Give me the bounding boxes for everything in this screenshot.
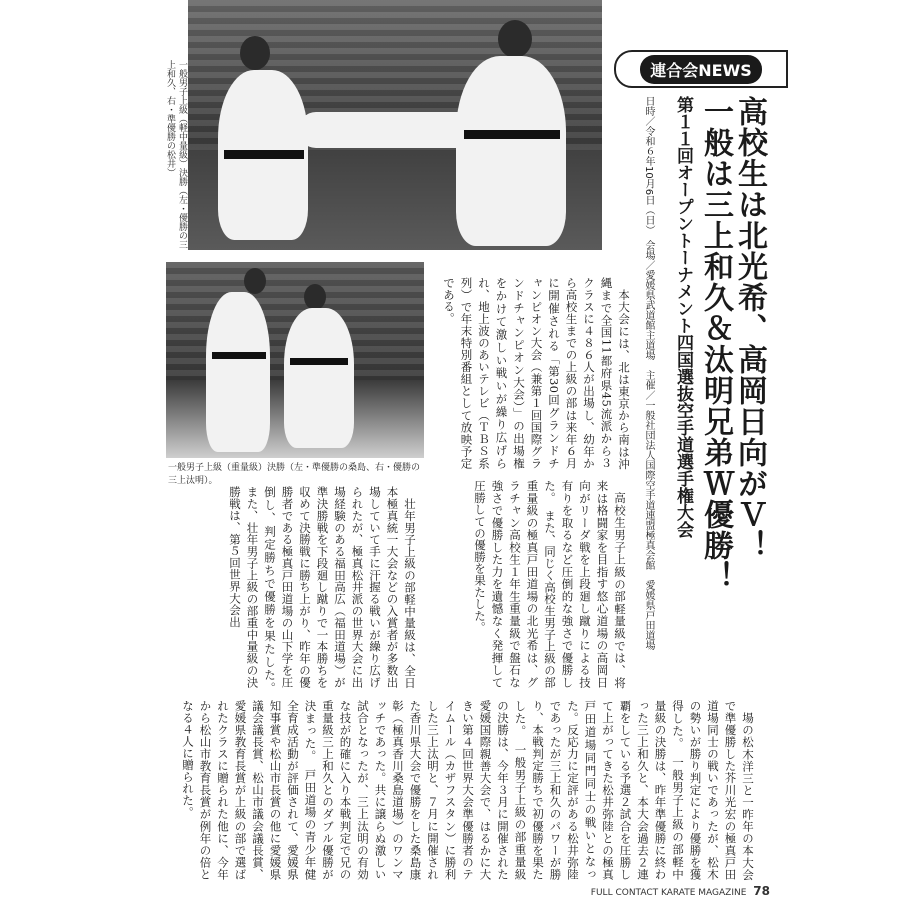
black-belt [224,150,304,159]
headline-line-1: 高校生は北光希、高岡日向がＶ！ [732,96,767,561]
kicking-leg [298,112,478,148]
event-title: 第１１回オープントーナメント四国選抜空手道選手権大会 [673,96,693,538]
fighter-head [240,36,270,70]
news-badge [614,50,788,88]
top-match-photo [188,0,602,250]
fighter-head [498,20,532,58]
fighter-left [206,292,270,452]
article-body-a [432,277,632,469]
bottom-photo-caption: 一般男子上級（重量級）決勝（左・準優勝の桑島、右・優勝の三上汰明）。 [168,463,421,486]
news-badge-label: 連合会NEWS [640,55,762,84]
magazine-name: FULL CONTACT KARATE MAGAZINE [590,888,747,898]
top-photo-caption: 一般男子上級（軽中量級）決勝（左・優勝の三上和久、右・準優勝の松井） [165,60,187,249]
page-footer [560,884,770,900]
headline-line-2: 一般は三上和久＆汰明兄弟Ｗ優勝！ [698,96,733,592]
paragraph: 高校生男子上級の部軽量級では、将来は格闘家を目指す悠心道場の高岡日向がリーダ戦を上段廻し蹴りによる技有りを取るなど圧倒的な強さで優勝した。 また、同じく高校生男子上級の部重量級の極真戸田道場の北光希は、グラチャン高校生１年生重量級で盤石な強さで優勝した力を遺憾なく発揮して圧勝しての優勝を果たした。 [473,480,627,688]
article-body-c [166,486,418,700]
title-panel [760,0,900,900]
paragraph: 場の松木洋三と一昨年の本大会で準優勝した芥川光宏の極真戸田道場同士の戦いであったが、松木の勢いが勝り判定により優勝を獲得した。 一般男子上級の部軽中量級の決勝は、昨年準優勝に終わった三上和久と、本大会過去２連覇をしている予選２試合を圧勝して上がってきた松井弥陸との極真戸田道場同門同士の戦いとなった。反応力に定評がある松井弥陸であったが三上和久のパワーが勝り、本戦判定勝ちで初優勝を果たした。 一般男子上級の部重量級の決勝は、今年３月に開催された愛媛国際親善大会で、はるかに大きい第４回世界大会準優勝者のテイムール（カザフスタン）に勝利した三上汰明と、７月に開催された香川県大会で優勝をした桑島康彰（極真香川桑島道場）のワンマッチであった。共に譲らぬ激しい試合となったが、三上汰明の有効な技が的確に入り本戦判定で兄の重量級三上和久とのダブル優勝が決まった。 戸田道場の青少年健全育成活動が評価されて、愛媛県知事賞や松山市長賞の他に愛媛県議会議長賞、松山市議会議長賞、愛媛県教育長賞が上級の部で選ばれたクラスに贈られた他に、今年から松山市教育長賞が例年の倍となる４人に贈られた。 [181,700,755,880]
black-belt [464,130,560,139]
fighter-head [244,268,266,294]
fighter-head [304,284,326,310]
event-meta: 日時／令和６年10月6日（日） 会場／愛媛県武道館主道場 主催／一般社団法人国際空手道連盟極真会館 愛媛県戸田道場 [643,96,654,651]
fighter-right [456,56,566,246]
paragraph: 本大会には、北は東京から南は沖縄まで全国11都府県45流派から３クラスに４８６人が出場し、幼年から高校生までの上級の部は来年６月に開催される「第30回グランドチャンピオン大会（兼第１回国際グランドチャンピオン大会）」の出場権をかけて激しい戦いが繰り広げられ、地上波のあいテレビ（ＴＢＳ系列）で年末特別番組として放映予定である。 [442,277,631,469]
paragraph: 壮年男子上級の部軽中量級は、全日本極真統一大会などの入賞者が多数出場していて手に汗握る戦いが繰り広げられたが、極真松井派の世界大会に出場経験のある福田高広（福田道場）が準決勝戦を下段廻し蹴りで一本勝ちを収めて決勝戦に勝ち上がり、昨年の優勝者である極真戸田道場の山下学を圧倒し、判定勝ちで優勝を果たした。 また、壮年男子上級の部重中量級の決勝戦は、第５回世界大会出 [228,486,417,700]
bottom-match-photo [166,262,424,458]
fighter-right [284,308,354,448]
article-body-d [166,700,756,880]
black-belt [212,352,266,359]
page-number: 78 [753,884,770,898]
black-belt [290,358,348,365]
article-body-b [420,480,628,688]
